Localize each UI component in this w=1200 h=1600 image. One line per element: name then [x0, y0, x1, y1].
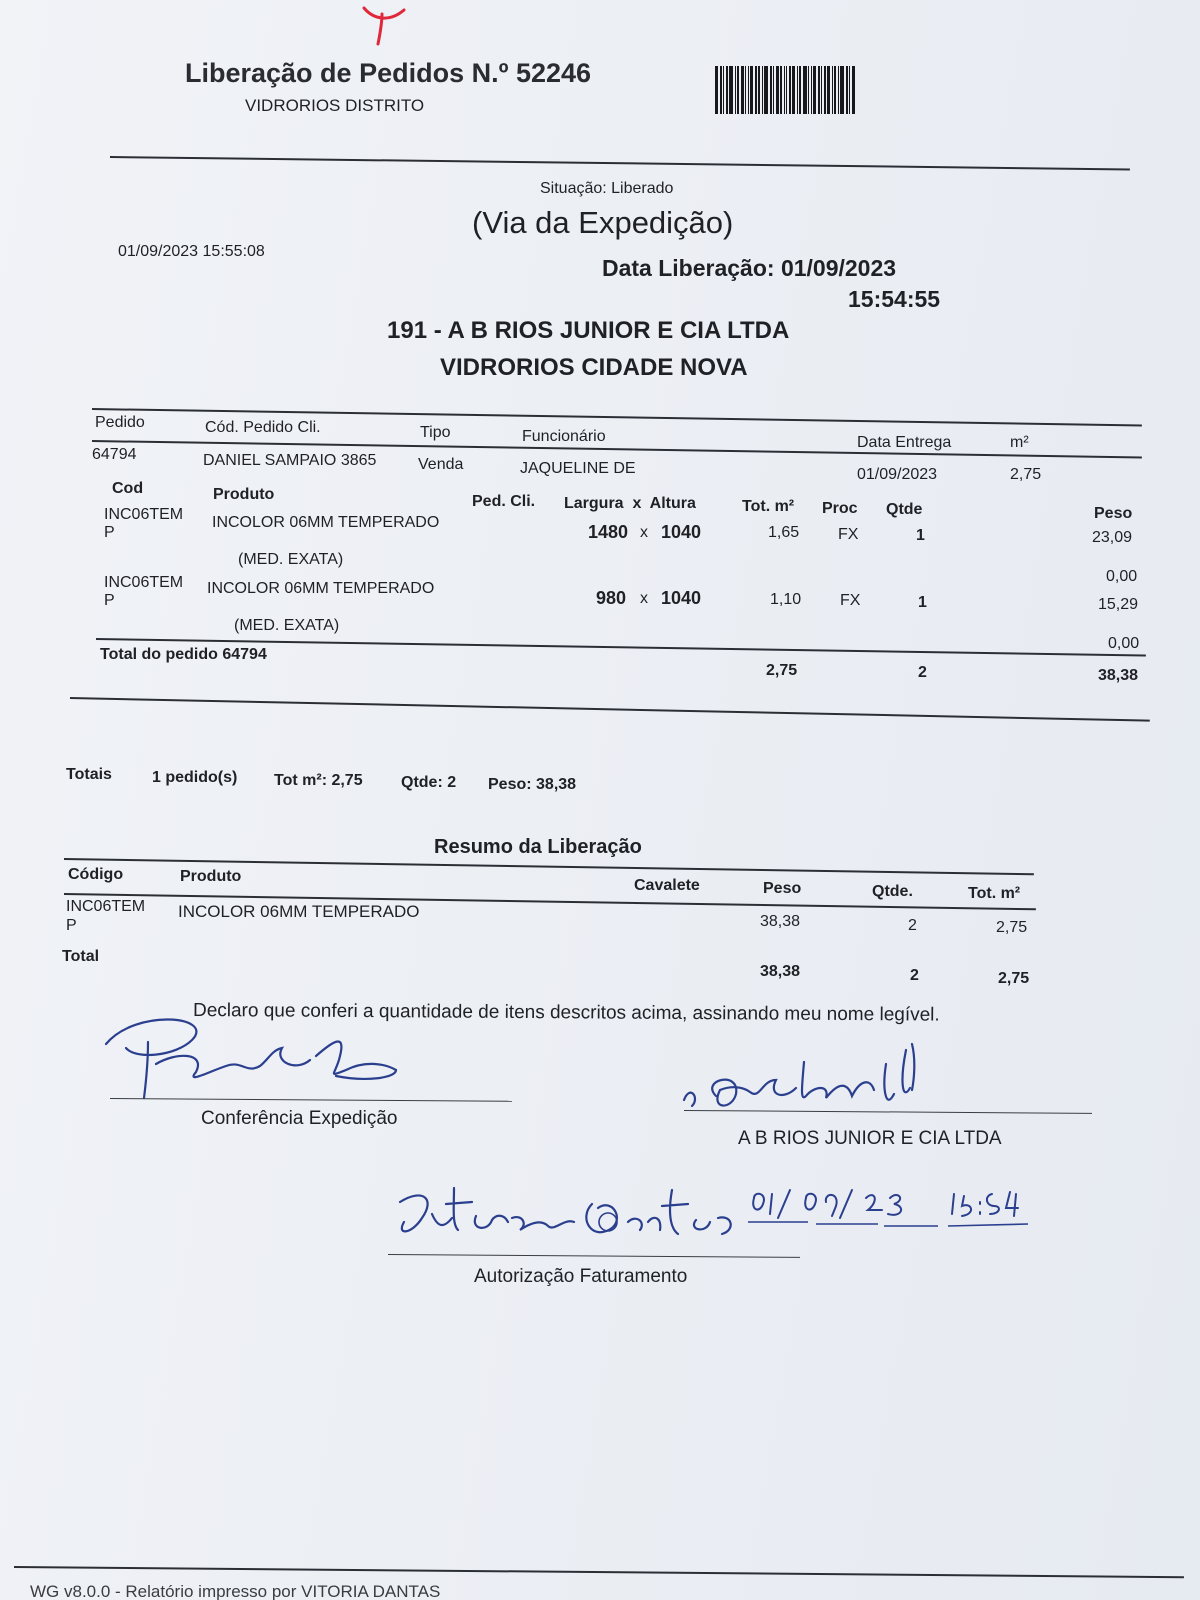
summary-col-produto: Produto	[180, 868, 242, 885]
col-produto: Produto	[213, 486, 275, 503]
item-produto: INCOLOR 06MM TEMPERADO	[212, 514, 440, 531]
item-proc: FX	[838, 526, 859, 543]
summary-qtde: 2	[908, 917, 917, 934]
summary-col-peso: Peso	[763, 880, 802, 897]
copy-type: (Via da Expedição)	[472, 205, 734, 240]
summary-total-tot-m2: 2,75	[998, 970, 1030, 987]
summary-title: Resumo da Liberação	[434, 836, 642, 858]
value-tipo: Venda	[418, 456, 464, 473]
item-cod: INC06TEM	[104, 506, 184, 523]
totals-m2: Tot m²: 2,75	[274, 772, 363, 789]
red-pen-mark	[360, 0, 420, 53]
summary-codigo: INC06TEM	[66, 898, 146, 915]
summary-col-qtde: Qtde.	[872, 883, 913, 900]
value-data-entrega: 01/09/2023	[857, 466, 938, 483]
col-ped-cli: Ped. Cli.	[472, 493, 536, 510]
value-m2: 2,75	[1010, 466, 1042, 483]
col-peso: Peso	[1094, 505, 1133, 522]
footer-line	[14, 1566, 1184, 1578]
summary-col-cavalete: Cavalete	[634, 877, 700, 894]
item-altura: 1040	[661, 588, 702, 608]
col-tot-m2: Tot. m²	[742, 498, 795, 515]
summary-peso: 38,38	[760, 913, 801, 930]
order-total-label: Total do pedido 64794	[100, 646, 267, 663]
item-cod-suffix: P	[104, 592, 115, 609]
item-obs: (MED. EXATA)	[238, 551, 344, 568]
store-name: VIDRORIOS CIDADE NOVA	[440, 354, 748, 381]
col-cod: Cod	[112, 480, 144, 497]
header-divider	[110, 156, 1130, 170]
printed-timestamp: 01/09/2023 15:55:08	[118, 243, 265, 260]
status-text: Situação: Liberado	[540, 180, 674, 197]
item-obs: (MED. EXATA)	[234, 617, 340, 634]
order-total-peso: 38,38	[1098, 667, 1139, 684]
totals-qtde: Qtde: 2	[401, 774, 457, 791]
col-largura-altura: Largura x Altura	[564, 495, 696, 512]
label-m2: m²	[1010, 434, 1029, 451]
item-times: x	[640, 590, 648, 607]
totals-label: Totais	[66, 766, 112, 783]
item-qtde: 1	[916, 527, 925, 544]
summary-col-tot-m2: Tot. m²	[968, 885, 1021, 902]
summary-total-label: Total	[62, 948, 100, 965]
summary-codigo-suffix: P	[66, 917, 77, 934]
item-tot-m2: 1,10	[770, 591, 802, 608]
signature-caption-conferencia: Conferência Expedição	[201, 1108, 398, 1129]
item-largura: 1480	[588, 522, 629, 542]
summary-total-qtde: 2	[910, 967, 919, 984]
item-tot-m2: 1,65	[768, 524, 800, 541]
handwritten-date	[748, 1184, 1048, 1235]
signature-caption-empresa: A B RIOS JUNIOR E CIA LTDA	[738, 1128, 1002, 1149]
item-qtde: 1	[918, 594, 927, 611]
release-time: 15:54:55	[848, 286, 941, 312]
order-bottom-line	[70, 697, 1150, 722]
label-data-entrega: Data Entrega	[857, 434, 952, 451]
label-cod-pedido-cli: Cód. Pedido Cli.	[205, 419, 321, 436]
totals-orders: 1 pedido(s)	[152, 769, 238, 786]
document-title: Liberação de Pedidos N.º 52246	[185, 58, 592, 88]
signature-conferencia	[96, 1012, 416, 1107]
order-total-m2: 2,75	[766, 662, 798, 679]
item-cod: INC06TEM	[104, 574, 184, 591]
totals-peso: Peso: 38,38	[488, 776, 577, 793]
summary-col-codigo: Código	[68, 866, 124, 883]
item-extra: 0,00	[1106, 568, 1138, 585]
summary-tot-m2: 2,75	[996, 919, 1028, 936]
item-altura: 1040	[661, 522, 702, 542]
label-tipo: Tipo	[420, 424, 451, 441]
value-cod-pedido-cli: DANIEL SAMPAIO 3865	[203, 452, 377, 469]
item-largura: 980	[596, 588, 627, 608]
item-peso: 23,09	[1092, 529, 1133, 546]
item-proc: FX	[840, 592, 861, 609]
summary-produto: INCOLOR 06MM TEMPERADO	[178, 902, 420, 921]
value-funcionario: JAQUELINE DE	[520, 460, 636, 477]
summary-total-peso: 38,38	[760, 963, 801, 980]
order-total-qtde: 2	[918, 664, 927, 681]
barcode-image	[715, 66, 895, 114]
label-pedido: Pedido	[95, 414, 145, 431]
col-proc: Proc	[822, 500, 858, 517]
declaration-text: Declaro que conferi a quantidade de itens descritos acima, assinando meu nome legível.	[192, 1000, 940, 1026]
item-peso: 15,29	[1098, 596, 1139, 613]
value-pedido: 64794	[92, 446, 137, 463]
col-qtde: Qtde	[886, 501, 923, 518]
item-cod-suffix: P	[104, 524, 115, 541]
footer-text: WG v8.0.0 - Relatório impresso por VITORIA DANTAS	[30, 1582, 441, 1600]
item-produto: INCOLOR 06MM TEMPERADO	[207, 580, 435, 597]
release-date: Data Liberação: 01/09/2023	[602, 255, 897, 281]
issuer-company: VIDRORIOS DISTRITO	[245, 96, 425, 115]
item-times: x	[640, 524, 648, 541]
item-extra: 0,00	[1108, 635, 1140, 652]
label-funcionario: Funcionário	[522, 428, 606, 445]
client-name: 191 - A B RIOS JUNIOR E CIA LTDA	[387, 317, 790, 344]
signature-caption-autorizacao: Autorização Faturamento	[474, 1266, 688, 1287]
